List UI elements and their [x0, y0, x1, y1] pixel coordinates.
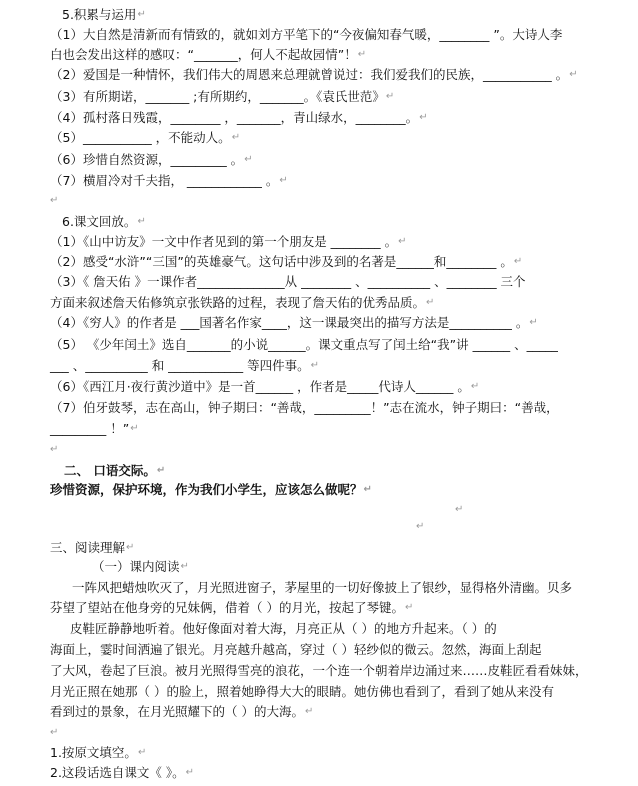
section6-item-5b: ___ 、__________ 和 ____________ 等四件事。↵ [50, 358, 320, 373]
reading-section-title: 三、阅读理解↵ [50, 540, 135, 555]
section5-item-1b: 白也会发出这样的感叹：“_______，何人不起故园情”！↵ [50, 47, 367, 62]
passage-line-2: 芬望了望站在他身旁的兄妹俩，借着（ ）的月光，按起了琴键。↵ [50, 600, 414, 615]
section6-item-2: （2）感受“水浒”“三国”的英雄豪气。这句话中涉及到的名著是______和________ 。↵ [50, 254, 523, 269]
section6-title: 6.课文回放。↵ [62, 214, 146, 229]
reading-subtitle: （一）课内阅读↵ [92, 559, 189, 574]
paragraph-mark: ↵ [50, 444, 59, 455]
section6-item-7b: _________ ！”↵ [50, 421, 139, 436]
passage-line-5: 了大风，卷起了巨浪。被月光照得雪亮的浪花，一个连一个朝着岸边涌过来……皮鞋匠看看妹妹， [50, 663, 588, 678]
section6-item-4: （4）《穷人》的作者是 ___国著名作家____，这一课最突出的描写方法是__________ 。↵ [50, 315, 538, 330]
section5-item-4: （4）孤村落日残霞，________ ，_______，青山绿水，________。↵ [50, 110, 428, 125]
section6-item-3a: （3）《 詹天佑 》一课作者______________从 ________ 、__________ 、________ 三个 [50, 274, 526, 289]
section5-item-3: （3）有所期诺，_______ ;有所期约，_______。《袁氏世范》↵ [50, 89, 395, 104]
passage-line-7: 看到过的景象，在月光照耀下的（ ）的大海。↵ [50, 704, 314, 719]
section6-item-1: （1）《山中访友》一文中作者见到的第一个朋友是 ________ 。↵ [50, 234, 407, 249]
oral-question: 珍惜资源，保护环境，作为我们小学生，应该怎么做呢？↵ [50, 482, 372, 497]
passage-line-3: 皮鞋匠静静地听着。他好像面对着大海，月亮正从（ ）的地方升起来。（ ）的 [70, 621, 497, 636]
passage-line-1: 一阵风把蜡烛吹灭了，月光照进窗子，茅屋里的一切好像披上了银纱，显得格外清幽。贝多 [72, 580, 573, 595]
paragraph-mark: ↵ [50, 195, 59, 206]
section5-item-6: （6）珍惜自然资源，_________ 。↵ [50, 152, 253, 167]
paragraph-mark: ↵ [50, 727, 59, 738]
passage-line-4: 海面上，霎时间洒遍了银光。月亮越升越高，穿过（ ）轻纱似的微云。忽然，海面上刮起 [50, 642, 542, 657]
section5-title: 5.积累与运用↵ [62, 7, 146, 22]
section5-item-1a: （1）大自然是清新而有情致的，就如刘方平笔下的“今夜偏知春气暖，________ ”。大诗人李 [50, 27, 563, 42]
passage-line-6: 月光正照在她那（ ）的脸上，照着她睁得大大的眼睛。她仿佛也看到了，看到了她从来没有 [50, 684, 554, 699]
paragraph-mark: ↵ [455, 504, 464, 515]
question-2: 2.这段话选自课文《 》。↵ [50, 765, 195, 780]
section5-item-7: （7）横眉冷对千夫指， ____________ 。↵ [50, 173, 288, 188]
section6-item-5a: （5） 《少年闰土》选自_______的小说______。课文重点写了闰土给“我”讲 ______ 、_____ [50, 337, 558, 352]
oral-section-title: 二、 口语交际。↵ [64, 463, 166, 478]
paragraph-mark: ↵ [416, 521, 425, 532]
question-1: 1.按原文填空。↵ [50, 745, 147, 760]
section6-item-6: （6）《西江月·夜行黄沙道中》是一首______ ，作者是_____代诗人______ 。↵ [50, 379, 480, 394]
section6-item-3b: 方面来叙述詹天佑修筑京张铁路的过程，表现了詹天佑的优秀品质。↵ [50, 295, 435, 310]
section6-item-7a: （7）伯牙鼓琴，志在高山，钟子期曰：“善哉，_________！”志在流水，钟子期曰：“善哉， [50, 400, 559, 415]
section5-item-5: （5）___________ ，不能动人。↵ [50, 130, 241, 145]
section5-item-2: （2）爱国是一种情怀，我们伟大的周恩来总理就曾说过：我们爱我们的民族，___________ 。↵ [50, 67, 578, 82]
